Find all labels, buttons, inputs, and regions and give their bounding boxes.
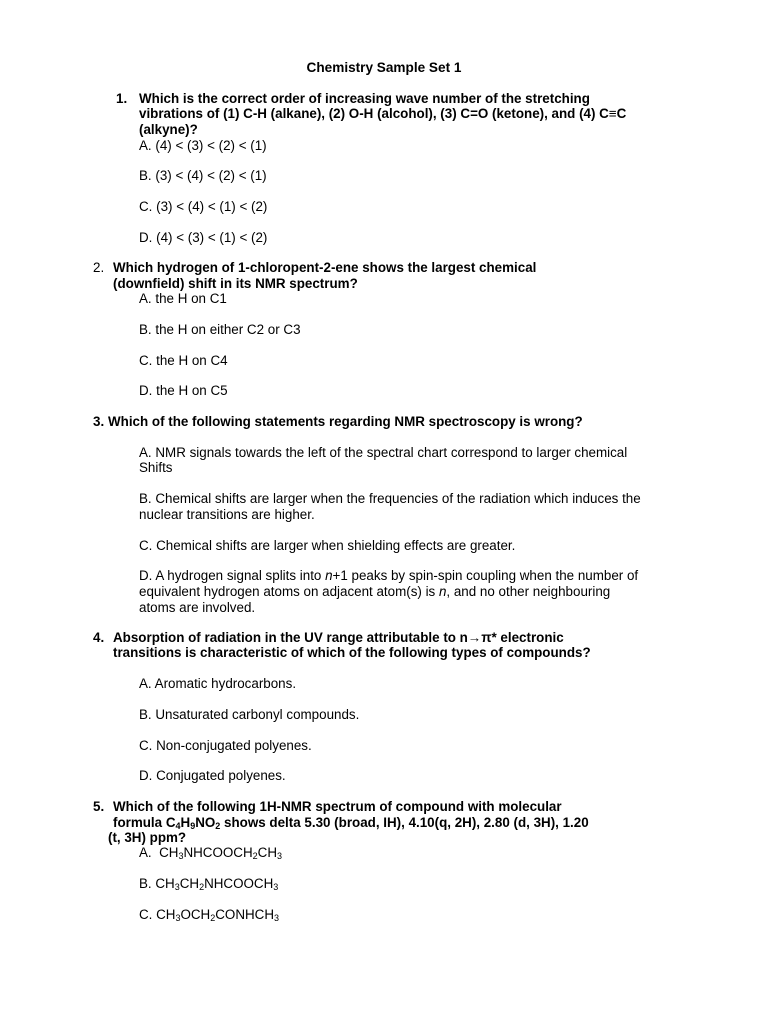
answer-option-c: C. (3) < (4) < (1) < (2) — [139, 199, 268, 214]
question-number: 5. — [93, 799, 105, 814]
question-number: 2. — [93, 260, 105, 275]
answer-option-d-cont: atoms are involved. — [139, 600, 256, 615]
answer-option-c: C. the H on C4 — [139, 353, 228, 368]
option-text: , and no other neighbouring — [446, 584, 611, 599]
question-stem-line: (downfield) shift in its NMR spectrum? — [113, 276, 358, 291]
answer-option-a: A. Aromatic hydrocarbons. — [139, 676, 297, 691]
answer-option-b: B. the H on either C2 or C3 — [139, 322, 301, 337]
variable-n: n — [325, 568, 333, 583]
question-stem-line: Which of the following 1H-NMR spectrum of compound with molecular — [113, 799, 562, 814]
answer-option-c: C. Chemical shifts are larger when shielding effects are greater. — [139, 538, 516, 553]
question-number: 3. — [93, 414, 105, 429]
answer-option-a-cont: Shifts — [139, 460, 173, 475]
option-text: D. A hydrogen signal splits into — [139, 568, 326, 583]
question-number: 4. — [93, 630, 105, 645]
option-text: +1 peaks by spin-spin coupling when the number of — [332, 568, 639, 583]
question-stem-line: Absorption of radiation in the UV range attributable to n→π* electronic — [113, 630, 564, 645]
variable-n: n — [438, 584, 447, 599]
question-stem-line: Which of the following statements regarding NMR spectroscopy is wrong? — [108, 414, 583, 429]
answer-option-b-cont: nuclear transitions are higher. — [139, 507, 315, 522]
question-stem-line: formula $C_4H_9NO_2$ shows delta 5.30 (broad, IH), 4.10(q, 2H), 2.80 (d, 3H), 1.20 — [113, 815, 589, 831]
answer-option-d: D. the H on C5 — [139, 383, 228, 398]
answer-option-a: A. the H on C1 — [139, 291, 227, 306]
answer-option-c: C. Non-conjugated polyenes. — [139, 738, 312, 753]
answer-option-a: A. NMR signals towards the left of the spectral chart correspond to larger chemical — [139, 445, 628, 460]
answer-option-b: B. Chemical shifts are larger when the frequencies of the radiation which induces the — [139, 491, 641, 506]
answer-option-b: B. Unsaturated carbonyl compounds. — [139, 707, 360, 722]
question-stem-line: (t, 3H) ppm? — [108, 830, 187, 845]
question-stem-line: Which hydrogen of 1-chloropent-2-ene shows the largest chemical — [113, 260, 537, 275]
option-text: equivalent hydrogen atoms on adjacent atom(s) is — [139, 584, 439, 599]
question-stem-line: transitions is characteristic of which of the following types of compounds? — [113, 645, 591, 660]
question-number: 1. — [116, 91, 128, 106]
answer-option-b: B. $CH_3CH_2NHCOOCH_3$ — [139, 876, 279, 892]
answer-option-a: A. (4) < (3) < (2) < (1) — [139, 138, 267, 153]
answer-option-a: A. $CH_3NHCOOCH_2CH_3$ — [139, 845, 283, 861]
question-stem-line: Which is the correct order of increasing wave number of the stretching — [139, 91, 590, 106]
page-title: Chemistry Sample Set 1 — [306, 60, 462, 75]
answer-option-d-cont — [139, 584, 610, 600]
question-stem-line: vibrations of (1) C-H (alkane), (2) O-H (alcohol), (3) C=O (ketone), and (4) C≡C — [139, 106, 627, 121]
answer-option-b: B. (3) < (4) < (2) < (1) — [139, 168, 267, 183]
answer-option-d: D. Conjugated polyenes. — [139, 768, 286, 783]
question-stem-line: (alkyne)? — [139, 122, 198, 137]
answer-option-d — [139, 568, 638, 584]
answer-option-d: D. (4) < (3) < (1) < (2) — [139, 230, 268, 245]
answer-option-c: C. $CH_3OCH_2CONHCH_3$ — [139, 907, 280, 923]
